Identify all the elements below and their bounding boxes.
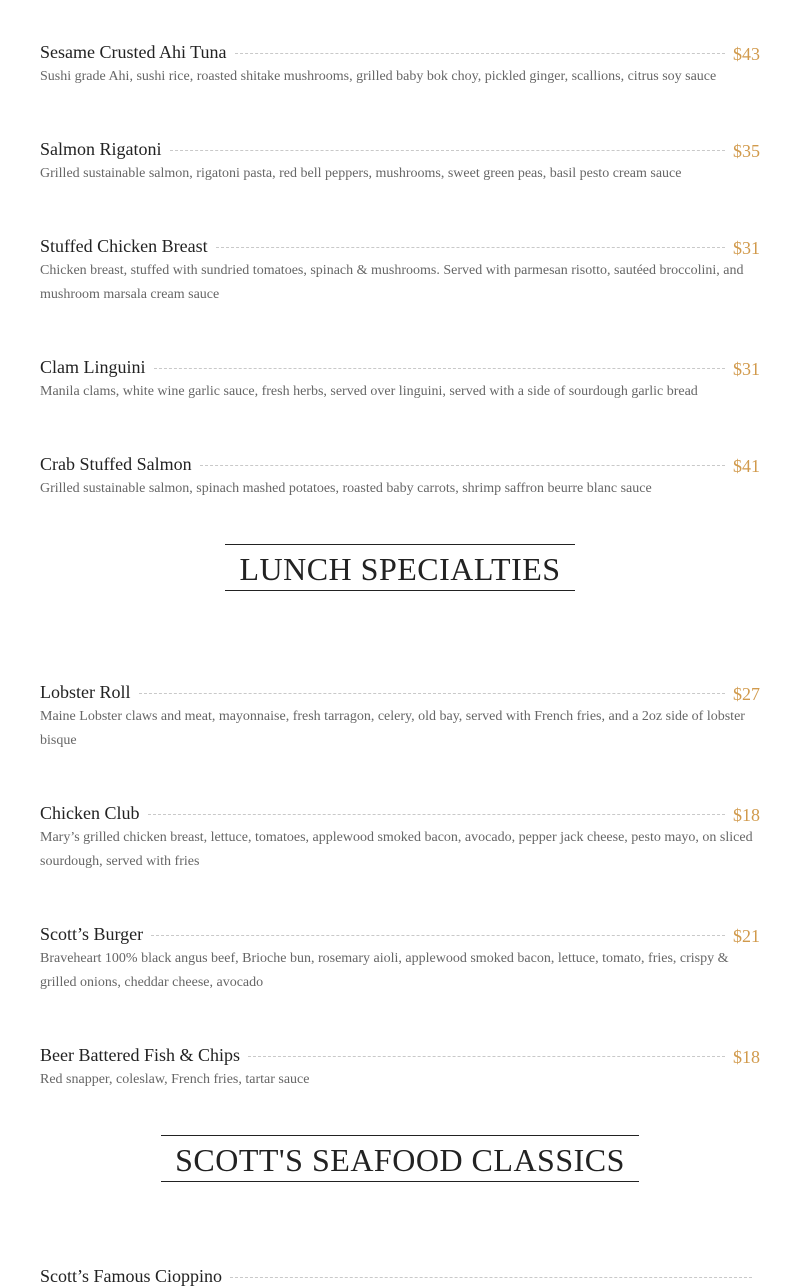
leader-dots <box>216 247 725 248</box>
menu-item-price: $18 <box>733 805 760 825</box>
menu-item-price: $21 <box>733 926 760 946</box>
menu-item-name: Salmon Rigatoni <box>40 139 162 159</box>
menu-item-name: Scott’s Famous Cioppino <box>40 1266 223 1286</box>
menu-item-description: Braveheart 100% black angus beef, Brioche bun, rosemary aioli, applewood smoked bacon, lettuce, tomato, fries, crispy & grilled onions, cheddar cheese, avocado <box>40 951 729 990</box>
menu-item <box>40 137 760 186</box>
menu-item-description: Mary’s grilled chicken breast, lettuce, tomatoes, applewood smoked bacon, avocado, pepper jack cheese, pesto mayo, on sliced sourdough, served with fries <box>40 830 753 869</box>
leader-dots <box>170 150 726 151</box>
leader-dots <box>151 935 725 936</box>
menu-item <box>40 1264 760 1288</box>
menu-item-name: Scott’s Burger <box>40 924 144 944</box>
menu-item-price: $35 <box>733 141 760 161</box>
menu-item-name: Sesame Crusted Ahi Tuna <box>40 42 227 62</box>
menu-item-name: Crab Stuffed Salmon <box>40 454 192 474</box>
leader-dots <box>148 814 726 815</box>
menu-item-price: $43 <box>733 44 760 64</box>
menu-item <box>40 355 760 404</box>
section-header <box>0 1135 800 1182</box>
leader-dots <box>235 53 725 54</box>
leader-dots <box>139 693 726 694</box>
menu-item-name: Beer Battered Fish & Chips <box>40 1045 240 1065</box>
menu-item-price: $27 <box>733 684 760 704</box>
menu-item <box>40 452 760 501</box>
menu-item-description: Red snapper, coleslaw, French fries, tartar sauce <box>40 1072 310 1087</box>
menu-item <box>40 801 760 874</box>
section-title: SCOTT'S SEAFOOD CLASSICS <box>161 1135 639 1182</box>
leader-dots <box>200 465 725 466</box>
menu-item-price: $41 <box>733 456 760 476</box>
menu-item-description: Sushi grade Ahi, sushi rice, roasted shitake mushrooms, grilled baby bok choy, pickled ginger, scallions, citrus soy sauce <box>40 69 717 84</box>
menu-item <box>40 922 760 995</box>
menu-item-description: Maine Lobster claws and meat, mayonnaise, fresh tarragon, celery, old bay, served with French fries, and a 2oz side of lobster bisque <box>40 709 745 748</box>
menu-item-price: $31 <box>733 238 760 258</box>
menu-item-price: $18 <box>733 1047 760 1067</box>
menu-item-name: Chicken Club <box>40 803 140 823</box>
menu-item-description: Manila clams, white wine garlic sauce, fresh herbs, served over linguini, served with a side of sourdough garlic bread <box>40 384 698 399</box>
leader-dots <box>248 1056 725 1057</box>
menu-item-name: Lobster Roll <box>40 682 131 702</box>
section-header <box>0 544 800 591</box>
menu-item-name: Clam Linguini <box>40 357 146 377</box>
menu-item-description: Grilled sustainable salmon, rigatoni pasta, red bell peppers, mushrooms, sweet green peas, basil pesto cream sauce <box>40 166 682 181</box>
menu-item-price: $31 <box>733 359 760 379</box>
leader-dots <box>154 368 726 369</box>
leader-dots <box>230 1277 752 1278</box>
menu-item <box>40 1043 760 1092</box>
menu-item <box>40 40 760 89</box>
menu-item <box>40 680 760 753</box>
menu-item-name: Stuffed Chicken Breast <box>40 236 208 256</box>
menu-item-description: Chicken breast, stuffed with sundried tomatoes, spinach & mushrooms. Served with parmesan risotto, sautéed broccolini, and mushroom marsala cream sauce <box>40 263 744 302</box>
menu-item-description: Grilled sustainable salmon, spinach mashed potatoes, roasted baby carrots, shrimp saffron beurre blanc sauce <box>40 481 652 496</box>
section-title: LUNCH SPECIALTIES <box>225 544 574 591</box>
menu-item <box>40 234 760 307</box>
